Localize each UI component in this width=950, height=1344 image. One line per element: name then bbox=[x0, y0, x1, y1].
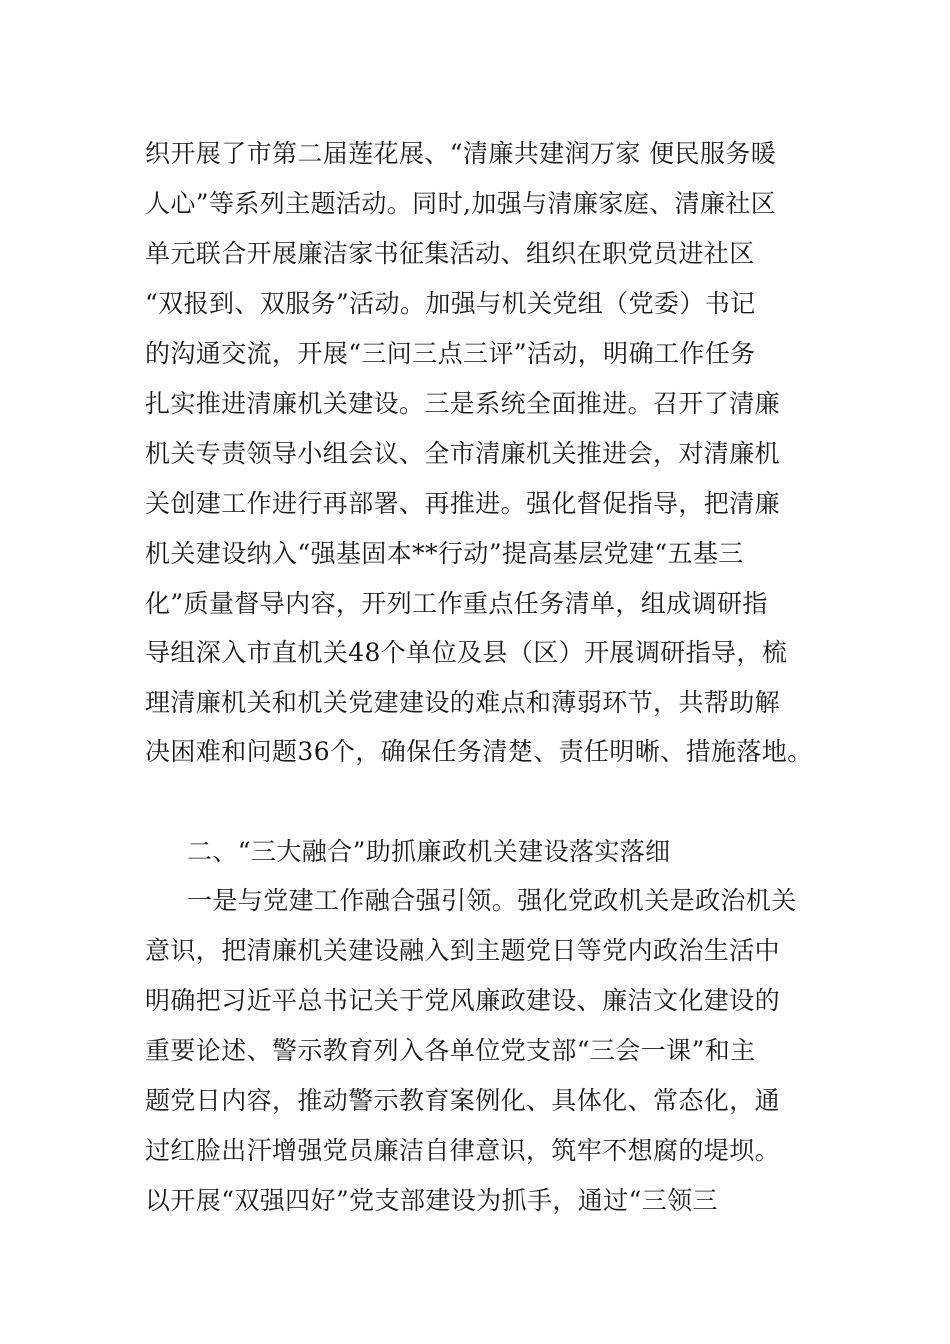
paragraph-line: 理清廉机关和机关党建建设的难点和薄弱环节，共帮助解 bbox=[145, 688, 781, 717]
paragraph-line: 过红脸出汗增强党员廉洁自律意识，筑牢不想腐的堤坝。 bbox=[145, 1136, 781, 1165]
paragraph-line: 化”质量督导内容，开列工作重点任务清单，组成调研指 bbox=[145, 589, 768, 618]
paragraph-line: 重要论述、警示教育列入各单位党支部“三会一课”和主 bbox=[145, 1036, 756, 1065]
paragraph-line: 扎实推进清廉机关建设。三是系统全面推进。召开了清廉 bbox=[145, 389, 781, 418]
paragraph-line: 关创建工作进行再部署、再推进。强化督促指导，把清廉 bbox=[145, 489, 781, 518]
paragraph-line: 单元联合开展廉洁家书征集活动、组织在职党员进社区 bbox=[145, 239, 755, 268]
paragraph-line: 机关专责领导小组会议、全市清廉机关推进会，对清廉机 bbox=[145, 439, 781, 468]
paragraph-line: 决困难和问题36个，确保任务清楚、责任明晰、措施落地。 bbox=[145, 737, 813, 766]
paragraph-line: 意识，把清廉机关建设融入到主题党日等党内政治生活中 bbox=[145, 936, 781, 965]
paragraph-line: “双报到、双服务”活动。加强与机关党组（党委）书记 bbox=[145, 289, 756, 318]
paragraph-line: 的沟通交流，开展“三问三点三评”活动，明确工作任务 bbox=[145, 339, 756, 368]
paragraph-line: 一是与党建工作融合强引领。强化党政机关是政治机关 bbox=[187, 886, 797, 915]
paragraph-line: 织开展了市第二届莲花展、“清廉共建润万家 便民服务暖 bbox=[145, 139, 777, 168]
paragraph-line: 题党日内容，推动警示教育案例化、具体化、常态化，通 bbox=[145, 1086, 781, 1115]
paragraph-line: 以开展“双强四好”党支部建设为抓手，通过“三领三 bbox=[145, 1186, 718, 1215]
paragraph-line: 明确把习近平总书记关于党风廉政建设、廉洁文化建设的 bbox=[145, 986, 781, 1015]
paragraph-line: 机关建设纳入“强基固本**行动”提高基层党建“五基三 bbox=[145, 539, 744, 568]
section-heading: 二、“三大融合”助抓廉政机关建设落实落细 bbox=[187, 837, 671, 866]
paragraph-line: 导组深入市直机关48个单位及县（区）开展调研指导，梳 bbox=[145, 638, 788, 667]
paragraph-line: 人心”等系列主题活动。同时,加强与清廉家庭、清廉社区 bbox=[145, 189, 777, 218]
